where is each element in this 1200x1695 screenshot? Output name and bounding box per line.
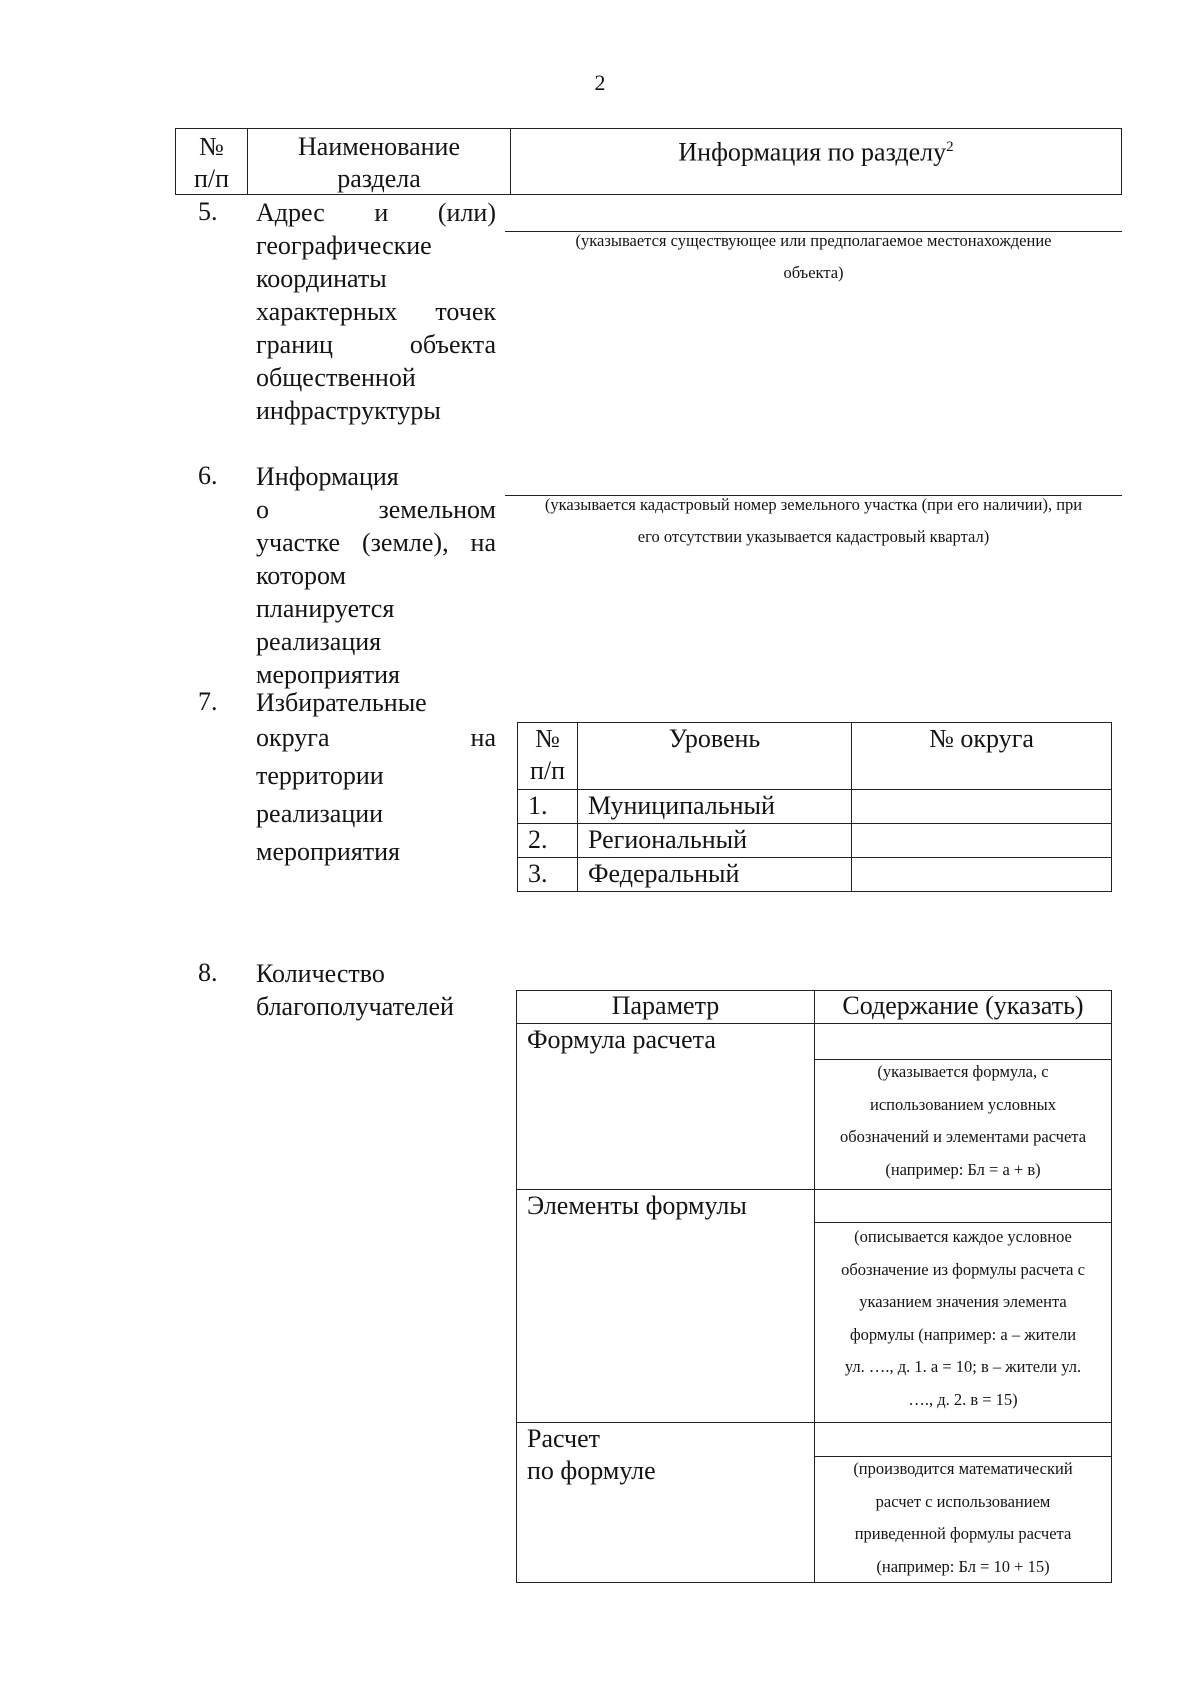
header-col-info-text: Информация по разделу — [678, 137, 947, 167]
section-6-label — [256, 460, 496, 691]
calculation-note-l3: приведенной формулы расчета — [854, 1524, 1072, 1543]
section-8-number: 8. — [198, 958, 218, 987]
section-5-note-l1: (указывается существующее или предполагаемое местонахождение — [575, 231, 1052, 250]
section-6-label-line7: мероприятия — [256, 660, 401, 689]
section-5-note — [505, 225, 1122, 289]
elements-note — [815, 1221, 1111, 1416]
section-7-label-line3: территории — [256, 761, 384, 790]
section-7-label-line4: реализации — [256, 799, 384, 828]
section-5-label — [256, 196, 496, 427]
section-7-label-row2 — [256, 719, 496, 757]
section-5-word-3: (или) — [437, 198, 496, 227]
districts-head-level: Уровень — [668, 724, 761, 753]
section-6-label-line5: планируется — [256, 594, 395, 623]
section-5-word-6: границ — [256, 330, 333, 359]
section-6-word-4: (земле), — [361, 528, 449, 557]
section-7-label — [256, 686, 496, 871]
section-6-label-row3 — [256, 526, 496, 559]
section-5-word-5: точек — [435, 297, 496, 326]
beneficiaries-head-param: Параметр — [611, 991, 720, 1020]
formula-note — [815, 1056, 1111, 1186]
section-5-word-2: и — [374, 198, 389, 227]
elements-note-l1: (описывается каждое условное — [854, 1227, 1072, 1246]
section-6-label-line4: котором — [256, 561, 346, 590]
section-7-label-line1: Избирательные — [256, 688, 427, 717]
districts-row-2-num: 2. — [528, 825, 548, 854]
section-5-label-line2: географические — [256, 231, 432, 260]
elements-note-l2: обозначение из формулы расчета с — [841, 1259, 1085, 1279]
section-5-label-row4 — [256, 295, 496, 328]
section-5-label-line7: инфраструктуры — [256, 396, 441, 425]
section-6-label-row2 — [256, 493, 496, 526]
section-6-note — [505, 489, 1122, 553]
elements-note-l3: указанием значения элемента — [859, 1292, 1067, 1311]
section-7-word-2: на — [470, 723, 496, 752]
calculation-param-l1: Расчет — [527, 1424, 600, 1453]
section-7-word-1: округа — [256, 723, 330, 752]
section-8-label — [256, 957, 496, 1023]
section-6-label-line1: Информация — [256, 462, 399, 491]
header-col-name — [248, 131, 510, 194]
header-col-info — [511, 131, 1121, 194]
section-6-number: 6. — [198, 461, 218, 490]
section-5-number: 5. — [198, 197, 218, 226]
section-8-label-line2: благополучателей — [256, 992, 454, 1021]
elements-note-l6: …., д. 2. в = 15) — [908, 1389, 1018, 1409]
calculation-param-l2: по формуле — [527, 1456, 656, 1485]
section-5-word-1: Адрес — [256, 198, 325, 227]
section-5-label-line3: координаты — [256, 264, 387, 293]
elements-param: Элементы формулы — [527, 1191, 747, 1220]
section-6-word-2: земельном — [378, 495, 496, 524]
calculation-note — [815, 1453, 1111, 1583]
section-5-word-7: объекта — [409, 330, 496, 359]
section-7-label-line5: мероприятия — [256, 837, 401, 866]
districts-table — [517, 722, 1112, 892]
section-7-number: 7. — [198, 687, 218, 716]
districts-row-1-level: Муниципальный — [588, 791, 775, 820]
section-5-label-row1 — [256, 196, 496, 229]
beneficiaries-table — [516, 990, 1112, 1583]
calculation-note-l4: (например: Бл = 10 + 15) — [876, 1556, 1050, 1576]
section-5-label-row5 — [256, 328, 496, 361]
districts-head-num — [518, 723, 577, 787]
districts-head-num-l1: № — [535, 724, 560, 753]
header-col-name-l1: Наименование — [298, 132, 460, 161]
formula-note-l4: (например: Бл = а + в) — [885, 1159, 1041, 1179]
section-6-word-3: участке — [256, 528, 341, 557]
districts-row-3-num: 3. — [528, 859, 548, 888]
page-number: 2 — [594, 70, 606, 95]
section-6-note-l1: (указывается кадастровый номер земельного участка (при его наличии), при — [544, 495, 1083, 514]
header-col-number-l1: № — [199, 132, 224, 161]
section-6-word-5: на — [470, 528, 496, 557]
section-5-word-4: характерных — [256, 297, 398, 326]
section-6-word-1: о — [256, 495, 269, 524]
section-5-label-line6: общественной — [256, 363, 416, 392]
districts-head-district: № округа — [929, 724, 1034, 753]
header-col-number-l2: п/п — [193, 164, 230, 193]
header-col-number — [176, 131, 247, 194]
header-col-name-l2: раздела — [337, 164, 421, 193]
formula-note-l3: обозначений и элементами расчета — [839, 1127, 1087, 1146]
section-6-label-line6: реализация — [256, 627, 382, 656]
header-table — [175, 128, 1122, 195]
section-6-note-l2: его отсутствии указывается кадастровый квартал) — [637, 527, 990, 546]
header-col-info-footnote: 2 — [946, 139, 954, 155]
formula-param: Формула расчета — [527, 1025, 716, 1054]
calculation-note-l1: (производится математический — [853, 1459, 1073, 1478]
section-5-note-l2: объекта) — [783, 263, 844, 282]
formula-note-l2: использованием условных — [870, 1094, 1056, 1114]
elements-note-l4: формулы (например: а – жители — [849, 1324, 1077, 1344]
districts-head-num-l2: п/п — [529, 756, 566, 785]
section-8-label-line1: Количество — [256, 959, 385, 988]
calculation-note-l2: расчет с использованием — [875, 1491, 1051, 1511]
formula-note-l1: (указывается формула, с — [877, 1062, 1049, 1081]
districts-row-2-level: Региональный — [588, 825, 748, 854]
elements-note-l5: ул. …., д. 1. а = 10; в – жители ул. — [844, 1357, 1082, 1376]
districts-row-1-num: 1. — [528, 791, 548, 820]
districts-row-3-level: Федеральный — [588, 859, 740, 888]
calculation-param — [527, 1423, 656, 1487]
beneficiaries-head-content: Содержание (указать) — [842, 991, 1084, 1020]
